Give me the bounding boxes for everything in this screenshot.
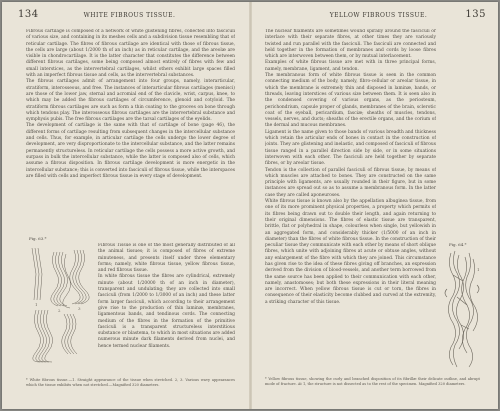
running-title: WHITE FIBROUS TISSUE.: [83, 12, 176, 19]
right-page: [251, 2, 498, 409]
page-number: 135: [465, 9, 486, 20]
running-title: YELLOW FIBROUS TISSUE.: [329, 12, 428, 19]
body-text-main: The nuclear filaments are sometimes wound spirally around the fasciculi or interlace with their separate fibres, at other times they are variously twisted and run parallel with the fasciculi. The fasciculi are connected and held together in the formation of membranes and cords by loose fibres which are interwoven between them, or by mutual interlacement. Examples of white fibrous tissue are met with in three principal forms, namely, membrane, ligament, and tendon. The membranous form of white fibrous tissue is seen in the common connecting medium of the body, namely, fibro-cellular or areolar tissue, in which the membrane is extremely thin and disposed in laminæ, bands, or threads, leaving interstices of various size between them. It is seen also in the condensed covering of various organs, as the periosteum, perichondrium, capsule proper of glands, membranes of the brain, sclerotic coat of the eyeball, pericardium, fasciæ; sheaths of muscles, tendons, vessels, nerves, and ducts; sheaths of the erectile organs, and the corium of the dermal and mucous membranes. Ligament is the name given to those bands of various breadth and thickness which retain the articular ends of bones in contact in the construction of joints. They are glistening and inelastic, and composed of fasciculi of fibrous tissue ranged in a parallel direction side by side, or in some situations interwoven with each other. The fasciculi are held together by separate fibres, or by areolar tissue. Tendon is the collection of parallel fasciculi of fibrous tissue, by means of which muscles are attached to bones. They are constructed on the same principle with ligaments, are usually rounded in their figure, but in some instances are spread out so as to assume a membranous form. In the latter case they are called aponeuroses. White fibrous tissue is known also by the appellation albuginea tissue, from one of its more prominent physical properties, a property which permits of its fibres being drawn out to double their length, and again returning to their original dimensions. The fibres of elastic tissue are transparent, brittle, flat or polyhedral in shape, colourless when single, but yellowish in an aggregated form, and considerably thicker (1/5000 of an inch in diameter) than the fibres of white fibrous tissue. In the construction of their peculiar tissue they communicate with each other by means of short oblique fibres, which unite with adjoining fibres at acute or obtuse angles, without any enlargement of the fibre with which they are joined. This circumstance has given rise to the idea of these fibres giving off branches, an expression derived from the division of blood-vessels, and another term borrowed from the same source has been applied to their communication with each other, namely, anastomoses; but both these expressions in their literal meaning are incorrect. When yellow fibrous tissue is cut or torn, the fibres in consequence of their elasticity become clubbed and curved at the extremity, a striking character of this tissue.: [265, 29, 436, 305]
figure-number-3: 3: [78, 306, 81, 311]
figure-yellow-fibrous-tissue: [441, 249, 485, 369]
figure-number-1: 1: [35, 302, 38, 307]
footnote: * Yellow fibrous tissue, showing the curly and branched disposition of its fibrillæ their delicate outline, and abrupt mode of fracture. At 1, the structure is not dissected as to the rest of the specimen. Magnified 320 diameters.: [265, 377, 480, 386]
left-page-header: [18, 9, 235, 23]
figure-label: Fig. 64.*: [449, 242, 467, 247]
page-number: 134: [18, 9, 39, 20]
body-text-top: Fibrous cartilage is composed of a network of white glistening fibres, collected into fasciculi of various size, and containing in its meshes cells and a subdivision tissue resembling that of reticular cartilage. The fibres of fibrous cartilage are identical with those of fibrous tissue, the cells are large (about 1/2000 th of an inch) as in reticular cartilage, and the areolæ are visible in chondrocartilage. It is the latter character that constitutes the difference between different fibrous cartilages, some being composed almost entirely of fibres with few and small interstices, as the intervertebral cartilages, whilst others exhibit large spaces filled with an imperfect fibrous tissue and cells, as the intervertebral substances. The fibrous cartilages admit of arrangement into four groups, namely, interarticular, stratiform, interosseous, and free. The instances of interarticular fibrous cartilages (menisci) are those of the lower jaw, sternal and acromial end of the clavicle, wrist, carpus, knee, to which may be added the fibrous cartilages of circumference, glenoid and cotyloid. The stratiform fibrous cartilages are such as form a thin coating to the grooves on bone through which tendons play. The interosseous fibrous cartilages are the intervertebral substance and symphysis pubis. The free fibrous cartilages are the tarsal cartilages of the eyelids. The development of cartilage is the same with that of cartilage of bone (page 46), the different forms of cartilage resulting from subsequent changes in the intercellular substance and cells. Thus, for example, in articular cartilage the cells undergo the lower degree of development, are very disproportionate to the intercellular substance, and the latter remains permanently structureless. In reticular cartilage the cells possess a more active growth, and surpass in bulk the intercellular substance, while the latter is composed also of cells, which assume a fibrous disposition. In fibrous cartilage development is more energetic in the intercellular substance; this is converted into fasciculi of fibrous tissue, while the interspaces are filled with cells and imperfect fibrous tissue in every stage of development.: [26, 29, 235, 179]
figure-caption: * White fibrous tissue.—1. Straight appearance of the tissue when stretched. 2, 3. Various wavy appearances which the tissue exhibits when not stretched.—Magnified 320 diameters.: [26, 378, 235, 387]
book-spread: [2, 2, 498, 409]
figure-white-fibrous-tissue: [26, 244, 92, 364]
left-page: [2, 2, 249, 409]
figure-label: Fig. 63.*: [29, 236, 47, 241]
body-text-side: Fibrous Tissue is one of the most generally distributed of all the animal tissues; it is composed of fibres of extreme minuteness, and presents itself under three elementary forms; namely, white fibrous tissue, yellow fibrous tissue, and red fibrous tissue. In white fibrous tissue the fibres are cylindrical, extremely minute (about 1/20000 th of an inch in diameter), transparent and undulating; they are collected into small fasciculi (from 1/2000 to 1/3000 of an inch) and these latter form larger fasciculi, which according to their arrangement give rise to the production of thin laminæ, membranes, ligamentous bands, and tendinous cords. The connecting medium of the fibres in the formation of the primitive fasciculi is a transparent structureless interstitious substance or blastema, to which in most situations are added numerous minute dark filaments derived from nuclei, and hence termed nuclear filaments.: [98, 243, 235, 349]
figure-number-1: 1: [477, 267, 480, 272]
figure-number-2: 2: [58, 308, 61, 313]
right-page-header: [273, 11, 484, 23]
